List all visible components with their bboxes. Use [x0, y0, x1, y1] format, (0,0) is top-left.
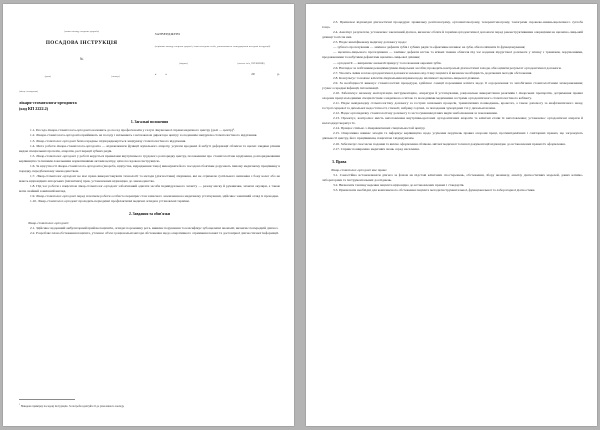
paragraph: 2.5. Надає кваліфіковану медичну допомогу щодо: [333, 40, 407, 45]
footnote-marker: 1 [19, 404, 21, 407]
header-right-column [155, 30, 280, 77]
footnote-text: Наведено примірну посадову інструкцію. За потреби адаптуйте її до умов вашого закладу. [20, 405, 125, 408]
paragraph: 2.14. Працює спільно з лікарями інших спеціальностей центру. [333, 126, 426, 131]
list-item: — щелепно-лицьового протезування — замінює дефекти кісток та м'яких тканин обличчя під час надання хірургічної допомоги у зв'язку з травмами, порушеннями, продовженими та набутими дефектами щелепно-лицьової ділянки; [322, 50, 583, 60]
job-title-line: лікаря-стоматолога-ортодонта [19, 100, 77, 106]
paragraph: 2.11. Надає невідкладну стоматологічну допомогу за гострих запальних процесів, травматичних пошкоджень, кровотеч, а також допомогу за анафілактичного шоку, гострої серцевої та дихальної недостатності, гіпоксії, набряку гортані, за попадання чужорідних тіл у дихальні шляхи. [322, 101, 583, 111]
approver-name-caption: (власне ім'я, ПРІЗВИЩЕ) [237, 61, 265, 65]
paragraph: 2.4. Аналізує результати, установлює заключний діагноз, визначає обсяги й терміни ортодонтичної допомоги перед реконструктивними операціями на щелепно-лицьовій ділянці та після них. [322, 30, 583, 40]
place-caption: (місце складання) [19, 89, 39, 93]
paragraph: 2.3. Призначає відповідні діагностичні процедури: правильну рентгенограму, ортопантомограму, телерентгенограму, томограми скронево-нижньощелепного суглоба тощо. [322, 20, 583, 30]
approver-caption: (керівник закладу охорони здоров'я, інша посадова особа, уповноважена затверджувати посадові інструкції) [154, 45, 271, 49]
paragraph: 2.12. Надає ортопедичну стоматологічну допомогу із застосуванням різних видів знеболювання за показаннями. [333, 111, 498, 116]
paragraph: 2.8. Консультує та навчає клієнтів лікувальним вправам щодо міотимаєт щелепно-лицьової ділянки. [333, 75, 480, 80]
paragraph: 2.2. Розробляє план обстеження пацієнта, уточнює об'єм і раціональні методи обстеження щодо оперативного отримання повної та достовірної діагностичної інформації. [30, 230, 279, 235]
footnote-rule [19, 399, 75, 400]
paragraph: 1.3. Лікар-стоматолог-ортодонт безпосередньо підпорядковується завідувачу стоматологічного відділення. [30, 138, 187, 143]
page1-header [19, 30, 280, 112]
section-3-title: 3. Права [332, 159, 347, 164]
paragraph: 1.8. Під час роботи з пацієнтом лікар-стоматолог-ортодонт зобов'язаний одягати засоби індивідуального захисту — разову маску й рукавички, захисні окуляри, а також мати охайний зовнішній вигляд. [19, 184, 280, 194]
paragraph: 3.2. Визначати тактику ведення пацієнта відповідно до встановлених правил і стандартів. [333, 183, 465, 188]
date-quote-close: » [165, 71, 168, 76]
paragraph: 1.2. Лікаря-стоматолога-ортодонта приймають на посаду і звільняють з неї наказом директора центру за поданням завідувача стоматологічного відділення. [30, 133, 258, 138]
section-1-title: 1. Загальні положення [130, 119, 169, 124]
org-name-caption: (назва закладу охорони здоров'я) [64, 30, 100, 33]
date-number-caption-row [19, 75, 144, 78]
document-title: ПОСАДОВА ІНСТРУКЦІЯ [45, 40, 118, 47]
date-year-suffix: р. [277, 71, 280, 76]
job-code-line: (код КП 2222.2) [19, 106, 49, 111]
document-number-symbol: № [79, 57, 84, 62]
section-3-lead: Лікар-стоматолог-ортодонт має право: [331, 168, 388, 173]
paragraph: 2.1. Здійснює щоденний амбулаторний прийом пацієнтів, огляди: порожнину рота, виявляє порушення та класифікує зубощелепні аномалії, визначає попередній діагноз. [30, 225, 279, 230]
paragraph: 2.9. За необхідності виконує стоматологічні процедури, здійснює санації порожнини клієнта щодо її оздоровлення та запобігання стоматологічним захворюванням; усуває осередки інфекції, інтоксикації. [322, 80, 583, 90]
signature-caption-row [155, 62, 280, 65]
header-left-column [19, 30, 144, 112]
date-caption: (дата) [44, 75, 51, 79]
paragraph: 2.6. Наглядає за побічними реакціями/діями лікарських засобів; проводить контрольні діагностичні заходи, аби оцінити результат ортодонтичної допомоги. [333, 65, 562, 70]
section-2-lead: Лікар-стоматолог-ортодонт: [28, 220, 69, 225]
paragraph: 1.4. Мета роботи лікаря-стоматолога-ортодонта — відновлювати функції жувального апарату, усувати вроджені й набуті деформації обличчя та щелеп завдяки різним видам спеціальних протезів, апаратів, реставрації зубних рядів. [19, 143, 280, 153]
paragraph: 1.7. Лікар-стоматолог-ортодонт не має права використовувати технології та методи (діагностики) лікування, які не отримали суспільного визнання з боку колег або не мають відповідних авторських (патентних) прав, установлених відповідно до законодавства. [19, 173, 280, 184]
date-quote-open: « [154, 71, 157, 76]
paragraph: 1.1. Посада лікаря-стоматолога-ортодонта належить до посад професіоналів у галузі лікувальної справи медичного центру (далі — центр)¹. [30, 128, 235, 133]
list-item: — зубного протезування — замінює дефекти зубів і зубних рядів та ефективне впливає на зуби, аби поліпшити їх функціонування; [333, 45, 526, 50]
paragraph: 2.10. Забезпечує належну експлуатацію інструментарію, апаратури й устаткування, раціональне використання реактивів і лікарських препаратів, дотримання правил охорони праці молодшими спеціалістами з медичною освітою та молодшими медичними сестрами ортодонтичного стоматологічного кабінету. [322, 90, 583, 100]
paragraph: 1.6. За відсутності лікаря-стоматолога-ортодонта (хвороба, відпустка, відрядження тощо) виконувати його посадові обов'язки доручають іншому медичному працівнику в порядку, передбаченому законодавством. [19, 163, 280, 173]
footnote [19, 402, 280, 408]
signature-caption: (підпис) [179, 61, 188, 65]
paragraph: 2.17. Сприяє поширенню медичних знань серед населення. [333, 146, 420, 151]
paragraph: 1.9. Лікар-стоматолог-ортодонт перед початком роботи особисто перевіряє стан захисного заземлення на медичному устаткуванні, здійснює зовнішній огляд із проводки. [30, 194, 279, 199]
document-page-2 [306, 4, 597, 426]
list-item: — ортодонтії — виправляє аномалії прикусу та положення окремих зубів. [333, 60, 442, 65]
approval-label: ЗАТВЕРДЖУЮ [154, 32, 181, 36]
paragraph: 1.5. Лікар-стоматолог-ортодонт у роботі керується правилами внутрішнього трудового розпорядку центру, положенням про стоматологічне відділення, розпорядженнями керівництва та іншими локальними нормативними актами центру, цією посадовою інструкцією. [19, 153, 280, 163]
number-caption: (номер) [111, 75, 120, 79]
date-year: 20 [251, 71, 255, 76]
approval-date-row [155, 72, 280, 77]
paragraph: 1.10. Лікар-стоматолог-ортодонт проходить періодичні профілактичні медичні огляди в установлені терміни. [30, 199, 190, 204]
paragraph: 2.15. Оперативно вживає заходів та інформує керівництво щодо усунення порушень правил охорони праці, протиепідемічних і санітарних правил, що загрожують діяльності центру, його працівникам, пацієнтам і відвідувачам. [322, 131, 583, 141]
paragraph: 2.13. Проектує, контролює якість виготовлення внутрішньоротових ортодонтичних апаратів та клінічні етапи їх виготовлення; установлює ортодонтичні апарати й налагоджує/коригує їх. [322, 116, 583, 126]
paragraph: 3.1. Самостійно встановлювати діагноз за фахом на підставі клінічних спостережень, обстеження, збору анамнезу, аналізу діагностичних моделей, даних клініко-лабораторних та інструментальних досліджень. [322, 173, 583, 183]
paragraph: 3.3. Призначати необхідні для комплексного обстеження пацієнта методи інструментальної, функціональної та лабораторної діагностики. [333, 188, 536, 193]
paragraph: 2.16. Забезпечує своєчасне подання та якісне оформлення обліково-звітної медичної та іншої документації відповідно до встановлених правил їх оформлення. [333, 141, 566, 146]
paragraph: 2.7. Уносить зміни в план ортодонтичної допомоги залежно від стану пацієнта й визначає необхідність додаткових методів обстеження. [333, 70, 533, 75]
section-2-title: 2. Завдання та обов'язки [128, 212, 170, 217]
document-page-1 [3, 4, 294, 426]
